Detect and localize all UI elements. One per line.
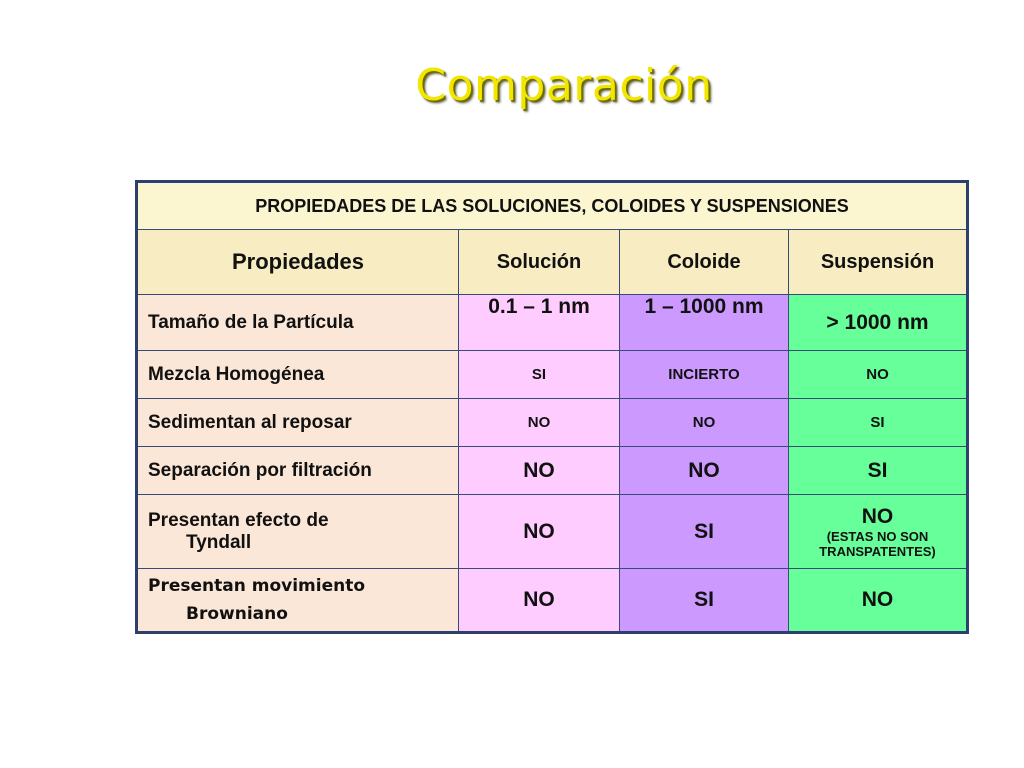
- header-propiedades: Propiedades: [137, 230, 459, 295]
- table-row: [137, 399, 968, 447]
- property-cell: [137, 495, 459, 569]
- colloid-cell: NO: [620, 447, 789, 495]
- property-line-2: Tyndall: [186, 531, 252, 553]
- property-cell: [137, 569, 459, 633]
- table-row: [137, 351, 968, 399]
- suspension-value: NO: [861, 504, 894, 528]
- solution-cell: NO: [459, 495, 620, 569]
- colloid-cell: INCIERTO: [620, 351, 789, 399]
- properties-table: [135, 180, 969, 634]
- property-cell: Tamaño de la Partícula: [137, 295, 459, 351]
- property-line-2: Browniano: [186, 604, 288, 624]
- table-row: [137, 495, 968, 569]
- solution-cell: NO: [459, 399, 620, 447]
- header-row: [137, 230, 968, 295]
- colloid-cell: NO: [620, 399, 789, 447]
- table-caption: PROPIEDADES DE LAS SOLUCIONES, COLOIDES Y SUSPENSIONES: [137, 182, 968, 230]
- suspension-cell: SI: [789, 447, 968, 495]
- slide-title: Comparación: [415, 60, 713, 111]
- table-row: [137, 447, 968, 495]
- suspension-note: (ESTAS NO SON TRANSPATENTES): [819, 528, 936, 559]
- solution-cell: NO: [459, 569, 620, 633]
- property-line-1: Presentan efecto de: [148, 509, 329, 531]
- solution-cell: 0.1 – 1 nm: [459, 295, 620, 351]
- table-row: [137, 569, 968, 633]
- solution-cell: NO: [459, 447, 620, 495]
- header-coloide: Coloide: [620, 230, 789, 295]
- colloid-cell: SI: [620, 495, 789, 569]
- solution-cell: SI: [459, 351, 620, 399]
- header-suspension: Suspensión: [789, 230, 968, 295]
- suspension-cell: NO: [789, 351, 968, 399]
- suspension-cell: SI: [789, 399, 968, 447]
- header-solucion: Solución: [459, 230, 620, 295]
- caption-row: [137, 182, 968, 230]
- colloid-cell: 1 – 1000 nm: [620, 295, 789, 351]
- suspension-cell: [789, 495, 968, 569]
- property-line-1: Presentan movimiento: [148, 576, 366, 596]
- colloid-cell: SI: [620, 569, 789, 633]
- property-cell: Sedimentan al reposar: [137, 399, 459, 447]
- suspension-cell: > 1000 nm: [789, 295, 968, 351]
- property-cell: Mezcla Homogénea: [137, 351, 459, 399]
- table-row: [137, 295, 968, 351]
- suspension-cell: NO: [789, 569, 968, 633]
- property-cell: Separación por filtración: [137, 447, 459, 495]
